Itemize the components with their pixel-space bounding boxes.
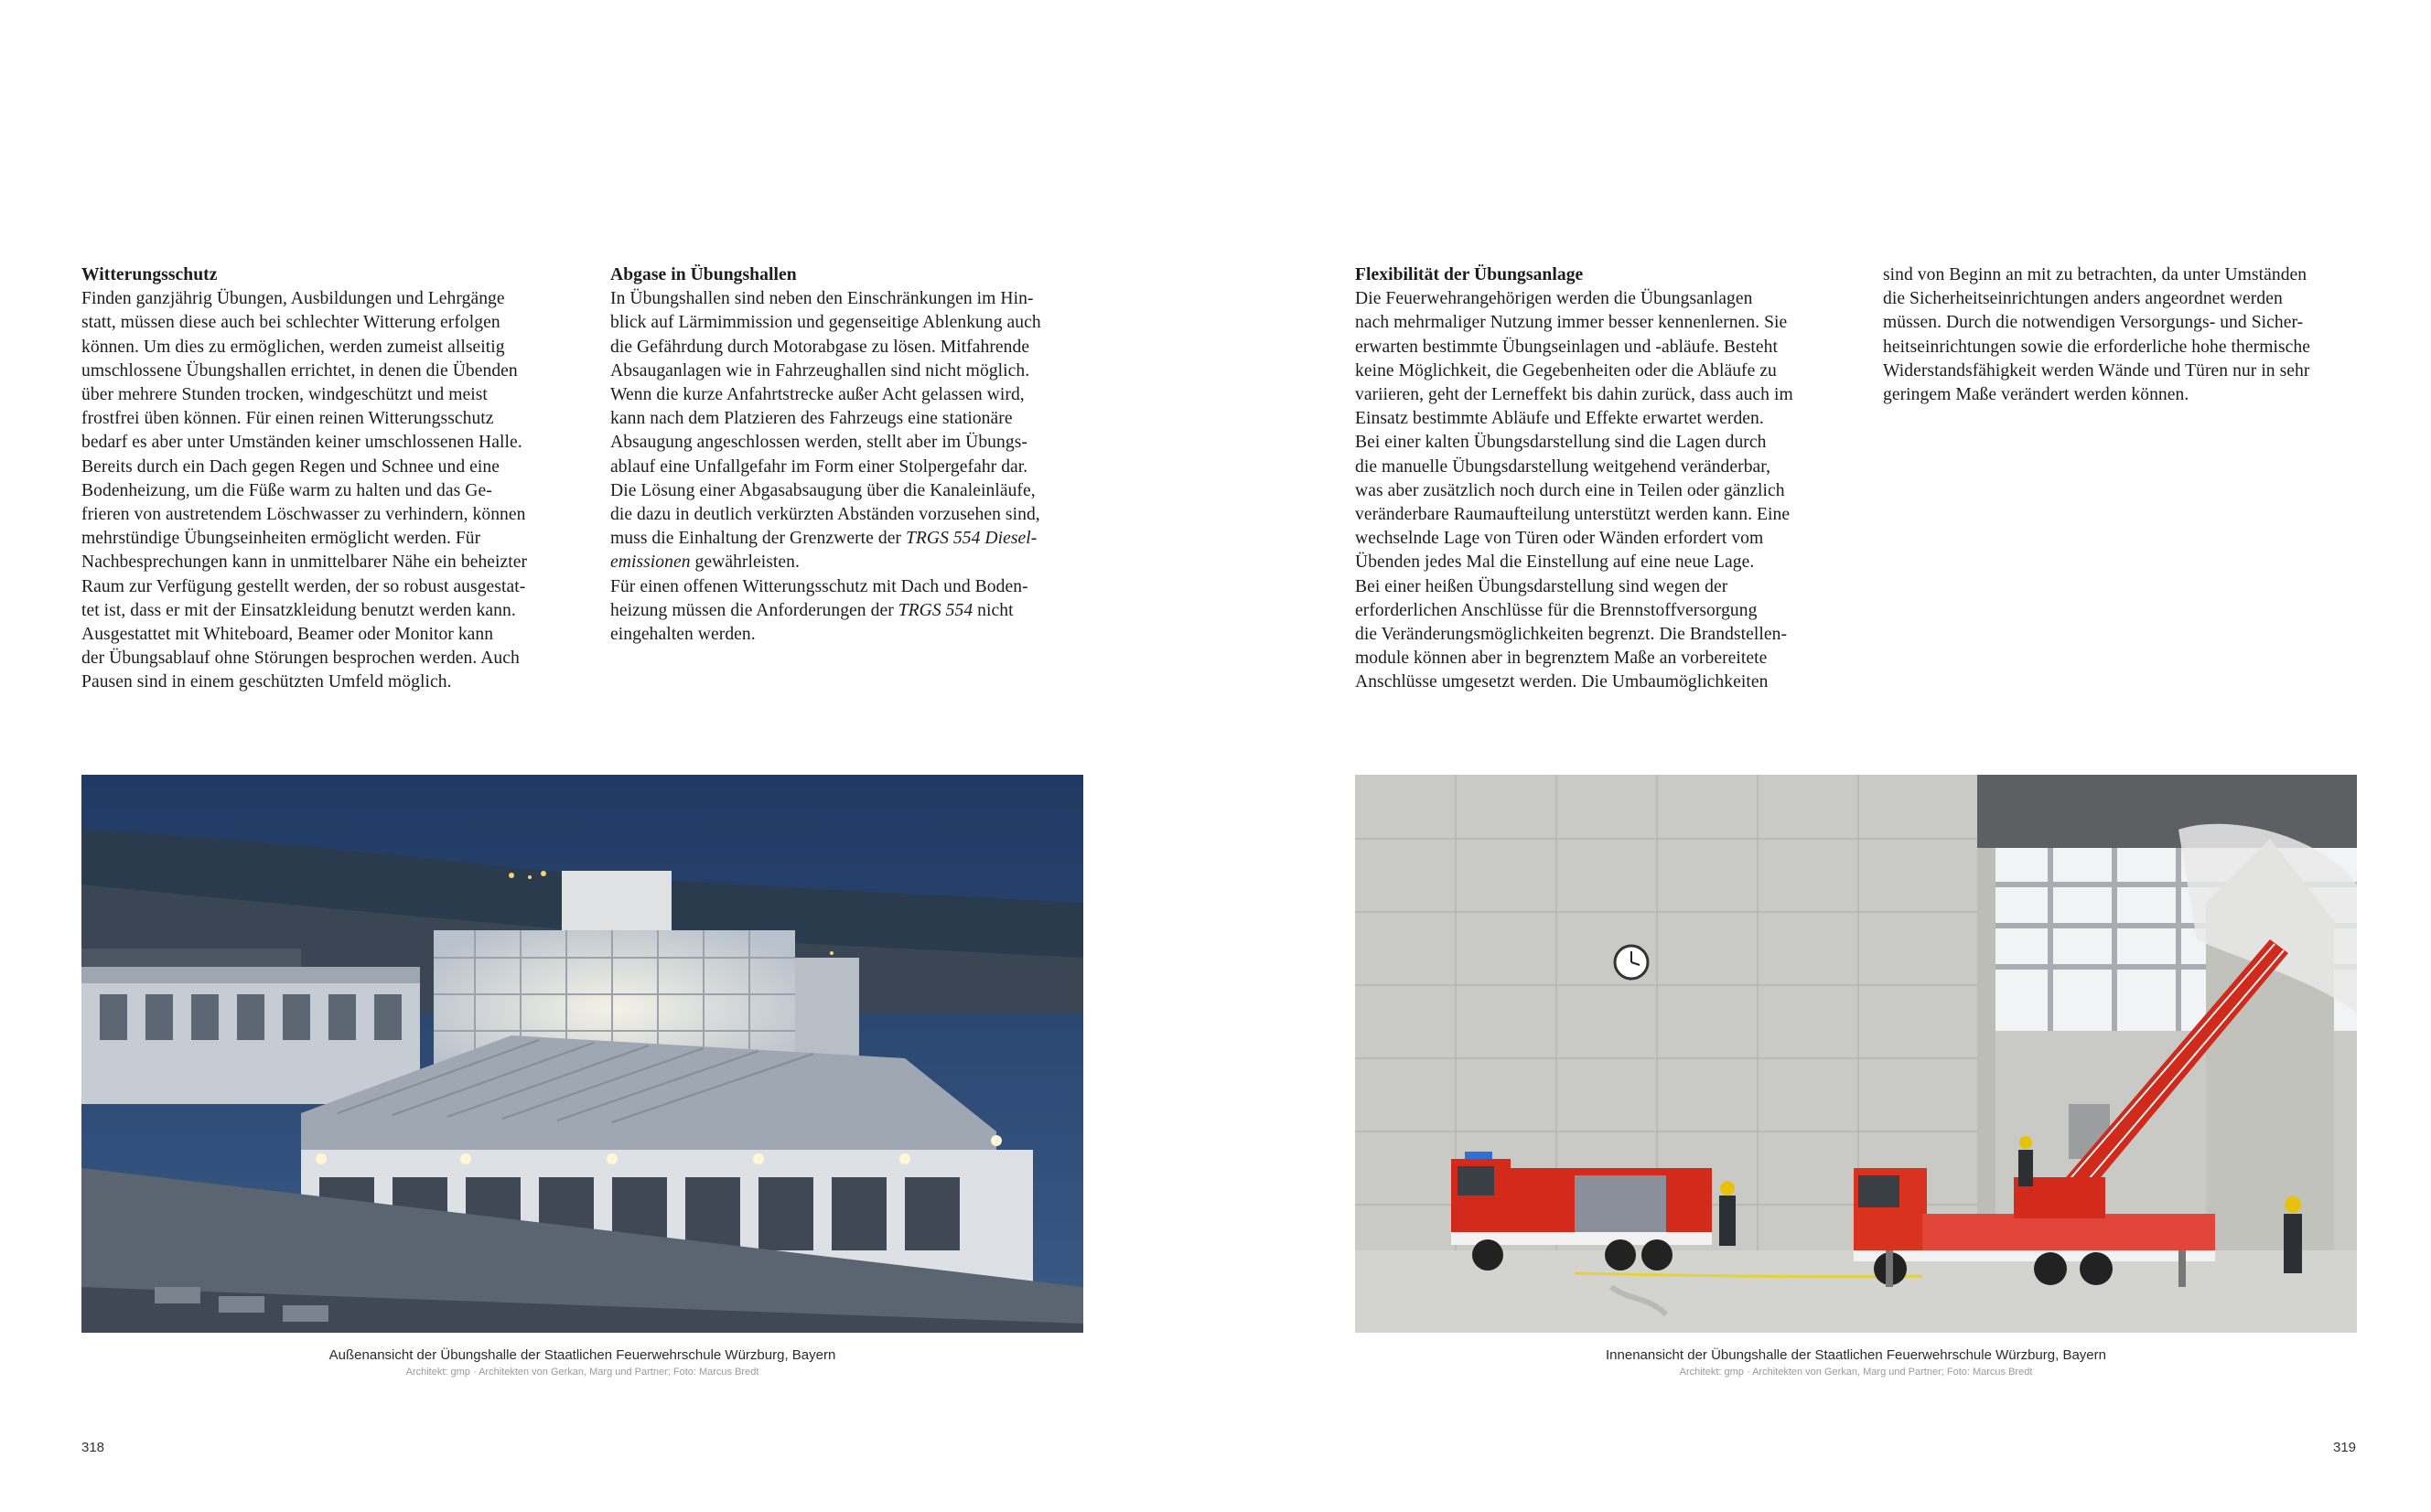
text-line: Finden ganzjährig Übungen, Ausbildungen und Lehrgänge [81,289,505,309]
text-line: nicht [973,600,1014,620]
text-line: Absauganlagen wie in Fahrzeughallen sind nicht möglich. [610,360,1030,381]
photo-interior-hall [1355,775,2357,1333]
text-line: erforderlichen Anschlüsse für die Brennstoffversorgung [1355,600,1758,620]
text-line: die manuelle Übungsdarstellung weitgehend veränderbar, [1355,456,1771,477]
text-line: sind von Beginn an mit zu betrachten, da unter Umständen [1883,265,2307,284]
text-line: was aber zusätzlich noch durch eine in Teilen oder gänzlich [1355,480,1785,500]
text-line: Einsatz bestimmte Abläufe und Effekte erwartet werden. [1355,409,1764,429]
text-line: ablauf eine Unfallgefahr im Form einer Stolpergefahr dar. [610,456,1028,477]
text-line: module können aber in begrenztem Maße an vorbereitete [1355,649,1768,669]
heading-witterungsschutz: Witterungsschutz [81,265,218,284]
text-line: die Sicherheitseinrichtungen anders angeordnet werden [1883,289,2283,309]
text-line: Raum zur Verfügung gestellt werden, der so robust ausgestat- [81,576,526,596]
text-line: Für einen offenen Witterungsschutz mit Dach und Boden- [610,576,1028,596]
text-line: Wenn die kurze Anfahrtstrecke außer Acht gelassen wird, [610,385,1025,405]
paragraph-witterungsschutz [81,287,589,694]
text-line: Bodenheizung, um die Füße warm zu halten und das Ge- [81,480,492,500]
caption-text: Innenansicht der Übungshalle der Staatlichen Feuerwehrschule Würzburg, Bayern [1606,1347,2106,1363]
text-line: gewährleisten. [690,552,800,573]
text-line: kann nach dem Platzieren des Fahrzeugs eine stationäre [610,409,1013,429]
text-line: können. Um dies zu ermöglichen, werden zumeist allseitig [81,337,505,357]
text-line: statt, müssen diese auch bei schlechter Witterung erfolgen [81,313,500,333]
trgs-reference: TRGS 554 Diesel- [905,529,1038,549]
heading-flexibilitaet: Flexibilität der Übungsanlage [1355,265,1584,284]
text-line: Pausen sind in einem geschützten Umfeld möglich. [81,672,452,692]
text-line: die dazu in deutlich verkürzten Abständen vorzusehen sind, [610,505,1040,525]
text-line: mehrstündige Übungseinheiten ermöglicht werden. Für [81,529,481,549]
text-line: In Übungshallen sind neben den Einschränkungen im Hin- [610,289,1034,309]
text-line: frostfrei üben können. Für einen reinen Witterungsschutz [81,409,494,429]
text-line: Widerstandsfähigkeit werden Wände und Türen nur in sehr [1883,360,2310,381]
photo-exterior-night [81,775,1083,1333]
text-line: wechselnde Lage von Türen oder Wänden erfordert vom [1355,529,1764,549]
text-line: heizung müssen die Anforderungen der [610,600,898,620]
text-line: veränderbare Raumaufteilung unterstützt werden kann. Eine [1355,505,1791,525]
text-line: Die Lösung einer Abgasabsaugung über die Kanaleinläufe, [610,480,1036,500]
text-line: müssen. Durch die notwendigen Versorgungs- und Sicher- [1883,313,2304,333]
column-flexibilitaet [1355,263,1863,695]
text-line: Nachbesprechungen kann in unmittelbarer Nähe ein beheizter [81,552,528,573]
text-line: geringem Maße verändert werden können. [1883,385,2189,405]
photo-credit: Architekt: gmp · Architekten von Gerkan, Marg und Partner; Foto: Marcus Bredt [405,1367,759,1378]
text-line: erwarten bestimmte Übungseinlagen und -abläufe. Besteht [1355,337,1778,357]
text-line: bedarf es aber unter Umständen keiner umschlossenen Halle. [81,433,522,453]
text-line: eingehalten werden. [610,625,756,645]
text-line: blick auf Lärmimmission und gegenseitige Ablenkung auch [610,313,1041,333]
text-line: die Gefährdung durch Motorabgase zu lösen. Mitfahrende [610,337,1030,357]
column-witterungsschutz [81,263,589,695]
text-line: Die Feuerwehrangehörigen werden die Übungsanlagen [1355,289,1753,309]
heading-abgase: Abgase in Übungshallen [610,265,797,284]
text-line: Bereits durch ein Dach gegen Regen und Schnee und eine [81,456,500,477]
text-line: umschlossene Übungshallen errichtet, in denen die Übenden [81,360,518,381]
page-number-right: 319 [2333,1440,2357,1455]
text-line: tet ist, dass er mit der Einsatzkleidung benutzt werden kann. [81,600,516,620]
text-line: Bei einer heißen Übungsdarstellung sind wegen der [1355,576,1728,596]
trgs-reference: TRGS 554 [898,600,973,620]
exterior-illustration [81,775,1083,1333]
photo-credit: Architekt: gmp · Architekten von Gerkan, Marg und Partner; Foto: Marcus Bredt [1679,1367,2033,1378]
text-line: muss die Einhaltung der Grenzwerte der [610,529,906,549]
text-line: der Übungsablauf ohne Störungen besprochen werden. Auch [81,649,520,669]
caption-exterior [81,1346,1083,1379]
text-line: Übenden jedes Mal die Einstellung auf eine neue Lage. [1355,552,1755,573]
text-line: nach mehrmaliger Nutzung immer besser kennenlernen. Sie [1355,313,1788,333]
text-line: frieren von austretendem Löschwasser zu verhindern, können [81,505,526,525]
text-line: Anschlüsse umgesetzt werden. Die Umbaumöglichkeiten [1355,672,1769,692]
text-line: keine Möglichkeit, die Gegebenheiten oder die Abläufe zu [1355,360,1777,381]
paragraph-flexibilitaet [1355,287,1863,694]
caption-text: Außenansicht der Übungshalle der Staatlichen Feuerwehrschule Würzburg, Bayern [328,1347,836,1363]
column-flexibilitaet-continued [1883,263,2391,407]
caption-interior [1355,1346,2357,1379]
paragraph-abgase [610,287,1118,647]
text-line: Ausgestattet mit Whiteboard, Beamer oder Monitor kann [81,625,494,645]
text-line: heitseinrichtungen sowie die erforderliche hohe thermische [1883,337,2310,357]
text-line: Absaugung angeschlossen werden, stellt aber im Übungs- [610,433,1027,453]
column-abgase [610,263,1118,647]
trgs-reference: emissionen [610,552,691,573]
interior-illustration [1355,775,2357,1333]
page-number-left: 318 [81,1440,105,1455]
text-line: die Veränderungsmöglichkeiten begrenzt. Die Brandstellen- [1355,625,1788,645]
text-line: Bei einer kalten Übungsdarstellung sind die Lagen durch [1355,433,1767,453]
text-line: über mehrere Stunden trocken, windgeschützt und meist [81,385,488,405]
paragraph-flexibilitaet-continued [1883,263,2391,407]
text-line: variieren, geht der Lerneffekt bis dahin zurück, dass auch im [1355,385,1793,405]
